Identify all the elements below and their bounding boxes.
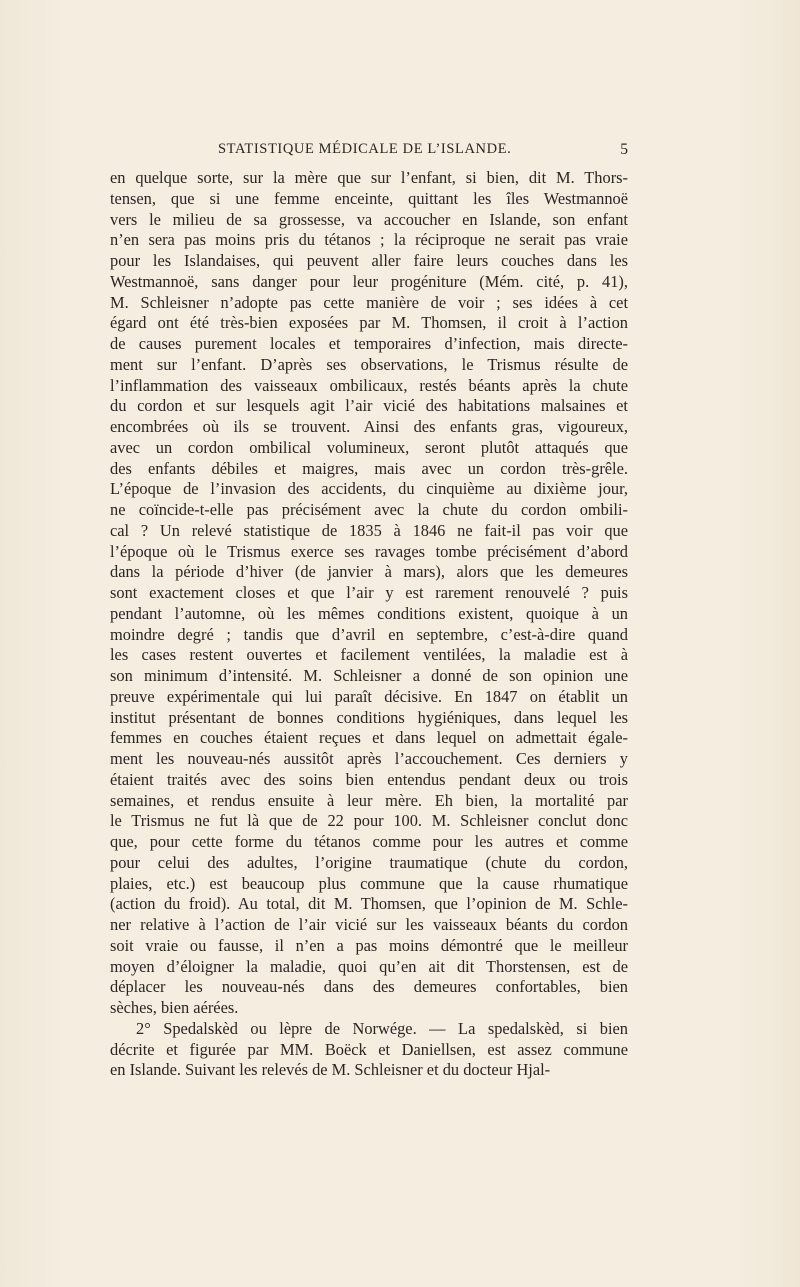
- text-line: pour les Islandaises, qui peuvent aller faire leurs couches dans les: [110, 251, 628, 270]
- text-line: M. Schleisner n’adopte pas cette manière de voir ; ses idées à cet: [110, 292, 628, 312]
- text-line: l’époque où le Trismus exerce ses ravages tombe précisément d’abord: [110, 541, 628, 561]
- page-header: [112, 141, 628, 163]
- text-line: que, pour cette forme du tétanos comme pour les autres et comme: [110, 832, 628, 851]
- text-line: L’époque de l’invasion des accidents, du cinquième au dixième jour,: [110, 479, 628, 499]
- text-line: ment les nouveau-nés aussitôt après l’accouchement. Ces derniers y: [110, 749, 628, 768]
- text-line: égard ont été très-bien exposées par M. Thomsen, il croit à l’action: [110, 313, 628, 333]
- text-line: sèches, bien aérées.: [110, 998, 239, 1017]
- text-line: en quelque sorte, sur la mère que sur l’enfant, si bien, dit M. Thors-: [110, 168, 628, 187]
- text-line: avec un cordon ombilical volumineux, seront plutôt attaqués que: [110, 437, 628, 457]
- text-line: cal ? Un relevé statistique de 1835 à 1846 ne fait-il pas voir que: [110, 520, 628, 540]
- text-line: des enfants débiles et maigres, mais avec un cordon très-grêle.: [110, 458, 628, 478]
- text-line: du cordon et sur lesquels agit l’air vicié des habitations malsaines et: [110, 396, 628, 416]
- text-line: en Islande. Suivant les relevés de M. Schleisner et du docteur Hjal-: [110, 1060, 551, 1080]
- text-line: pendant l’automne, où les mêmes conditions existent, quoique à un: [110, 603, 628, 623]
- text-line: étaient traités avec des soins bien entendus pendant deux ou trois: [110, 769, 628, 789]
- text-line: les cases restent ouvertes et facilement ventilées, la maladie est à: [110, 645, 628, 665]
- text-line: 2° Spedalskèd ou lèpre de Norwége. — La spedalskèd, si bien: [136, 1018, 628, 1038]
- text-line: ment sur l’enfant. D’après ses observations, le Trismus résulte de: [110, 354, 628, 374]
- text-line: (action du froid). Au total, dit M. Thomsen, que l’opinion de M. Schle-: [110, 894, 628, 914]
- text-line: femmes en couches étaient reçues et dans lequel on admettait égale-: [110, 728, 628, 748]
- text-line: sont exactement closes et que l’air y est rarement renouvelé ? puis: [110, 583, 628, 602]
- text-line: dans la période d’hiver (de janvier à mars), alors que les demeures: [110, 562, 628, 582]
- text-line: institut présentant de bonnes conditions hygiéniques, dans lequel les: [110, 707, 628, 727]
- page-number: 5: [620, 141, 628, 158]
- text-line: déplacer les nouveau-nés dans des demeures confortables, bien: [110, 977, 628, 997]
- text-line: encombrées où ils se trouvent. Ainsi des enfants gras, vigoureux,: [110, 417, 628, 436]
- text-line: de causes purement locales et temporaires d’infection, mais directe-: [110, 334, 628, 353]
- text-line: plaies, etc.) est beaucoup plus commune que la cause rhumatique: [110, 873, 628, 893]
- text-line: moindre degré ; tandis que d’avril en septembre, c’est-à-dire quand: [110, 624, 628, 644]
- text-line: ner relative à l’action de l’air vicié sur les vaisseaux béants du cordon: [110, 915, 628, 934]
- text-line: moyen d’éloigner la maladie, quoi qu’en ait dit Thorstensen, est de: [110, 956, 628, 976]
- text-line: son minimum d’intensité. M. Schleisner a donné de son opinion une: [110, 666, 628, 685]
- text-line: ne coïncide-t-elle pas précisément avec la chute du cordon ombili-: [110, 500, 628, 519]
- text-line: décrite et figurée par MM. Boëck et Daniellsen, est assez commune: [110, 1039, 628, 1059]
- text-line: soit vraie ou fausse, il n’en a pas moins démontré que le meilleur: [110, 935, 628, 955]
- text-line: tensen, que si une femme enceinte, quittant les îles Westmannoë: [110, 188, 628, 208]
- text-line: pour celui des adultes, l’origine traumatique (chute du cordon,: [110, 852, 628, 872]
- body-text: [110, 168, 628, 1081]
- text-line: preuve expérimentale qui lui paraît décisive. En 1847 on établit un: [110, 686, 628, 706]
- text-line: n’en sera pas moins pris du tétanos ; la réciproque ne serait pas vraie: [110, 230, 628, 250]
- text-line: semaines, et rendus ensuite à leur mère. Eh bien, la mortalité par: [110, 790, 628, 810]
- text-line: vers le milieu de sa grossesse, va accoucher en Islande, son enfant: [110, 209, 628, 229]
- text-line: le Trismus ne fut là que de 22 pour 100. M. Schleisner conclut donc: [110, 811, 628, 831]
- running-title: STATISTIQUE MÉDICALE DE L’ISLANDE.: [218, 141, 512, 157]
- text-line: l’inflammation des vaisseaux ombilicaux, restés béants après la chute: [110, 375, 628, 395]
- text-line: Westmannoë, sans danger pour leur progéniture (Mém. cité, p. 41),: [110, 271, 628, 291]
